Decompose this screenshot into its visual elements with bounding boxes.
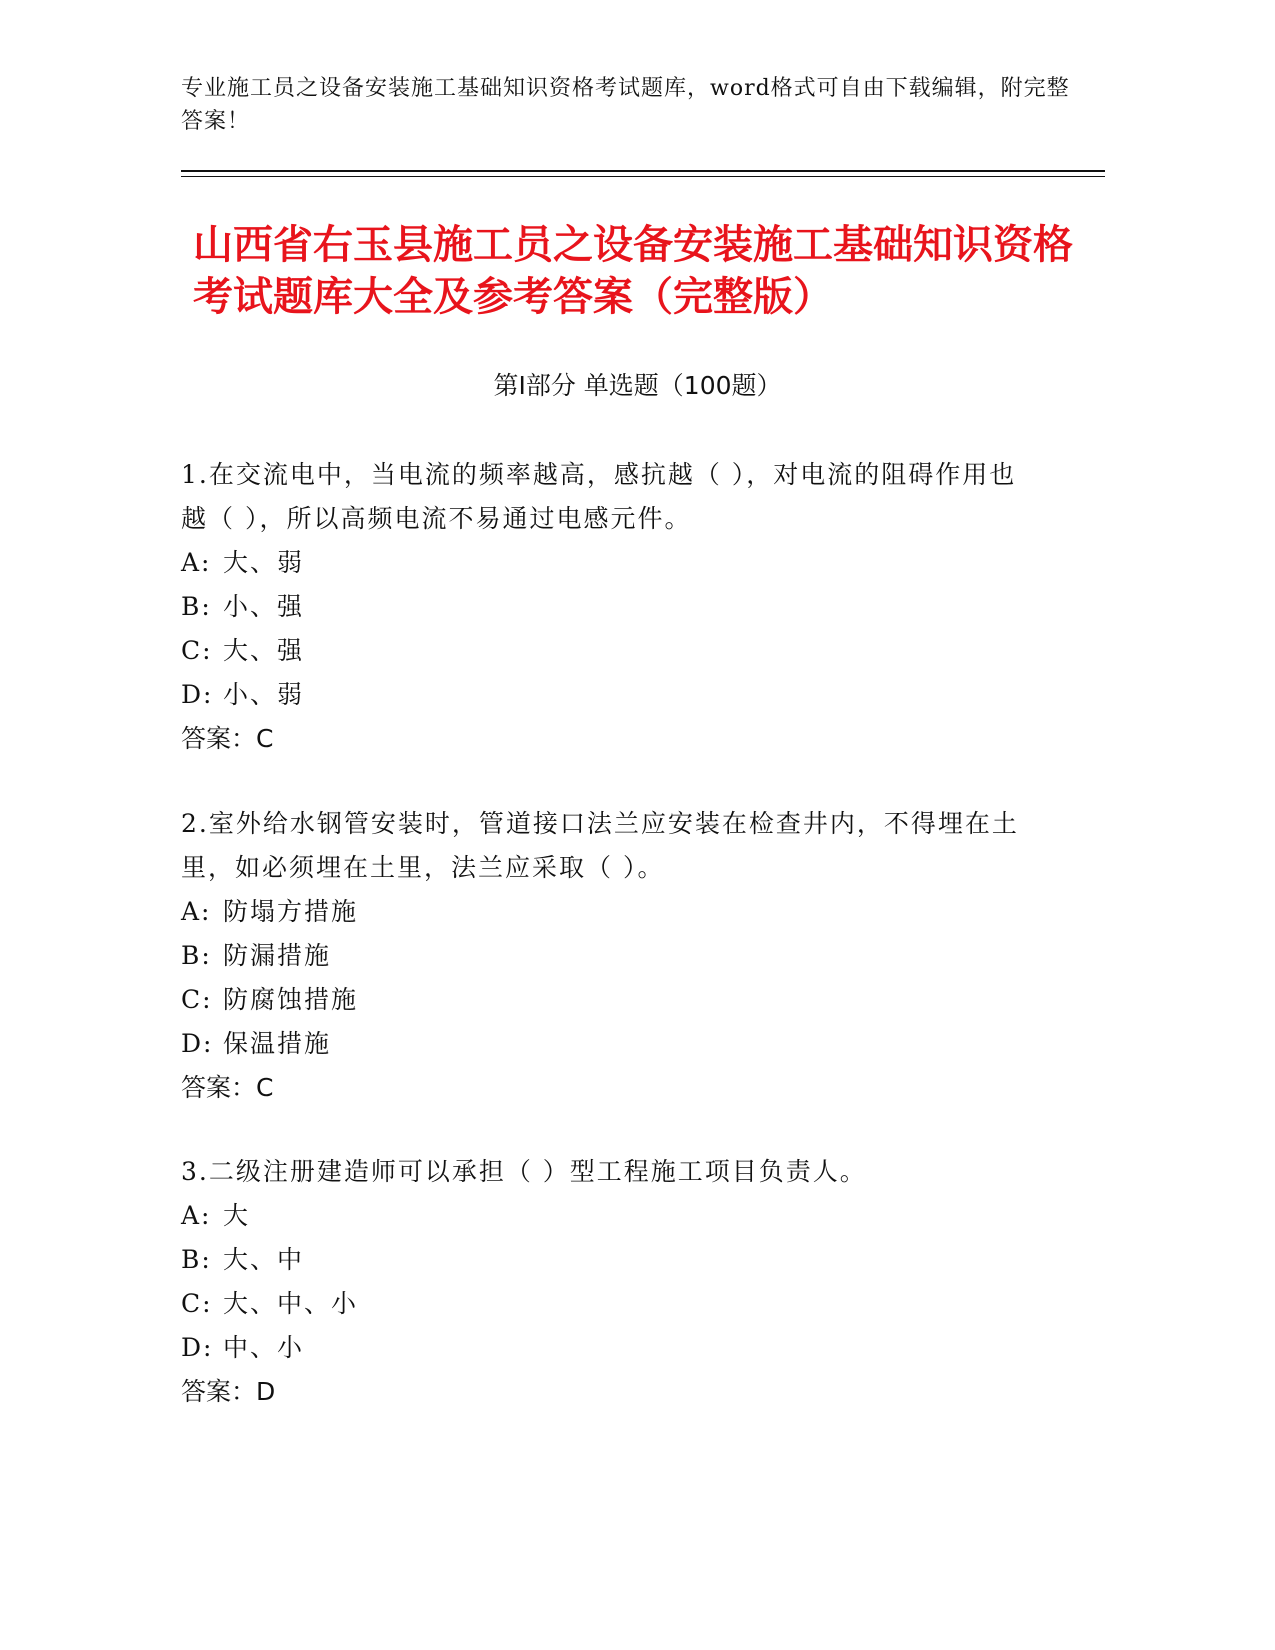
option-text: 小、弱 [223,680,305,709]
option-c [181,978,1041,1022]
option-text: 防腐蚀措施 [223,985,359,1014]
document-title: 山西省右玉县施工员之设备安装施工基础知识资格考试题库大全及参考答案（完整版） [193,222,1073,320]
option-text: 大 [223,1201,251,1230]
answer-line: 答案：C [181,1073,274,1102]
option-text: 大、中 [223,1245,305,1274]
option-key: A: [181,897,212,926]
option-key: D: [181,1029,214,1058]
option-key: D: [181,1333,214,1362]
option-a [181,541,1041,585]
option-c [181,629,1041,673]
option-key: B: [181,941,212,970]
option-c [181,1282,1041,1326]
option-text: 防漏措施 [223,941,332,970]
option-a [181,1194,1041,1238]
option-d [181,1326,1041,1370]
header-divider-thick [181,170,1105,172]
option-key: B: [181,592,212,621]
option-d [181,1022,1041,1066]
option-key: C: [181,636,213,665]
question-stem: 3.二级注册建造师可以承担（ ）型工程施工项目负责人。 [181,1157,867,1186]
option-b [181,1238,1041,1282]
answer-line: 答案：C [181,724,274,753]
option-key: A: [181,1201,212,1230]
option-key: A: [181,548,212,577]
option-text: 大、中、小 [223,1289,359,1318]
question-stem: 2.室外给水钢管安装时，管道接口法兰应安装在检查井内，不得埋在土里，如必须埋在土里，法兰应采取（ ）。 [181,809,1019,882]
option-key: C: [181,1289,213,1318]
section-title: 第Ⅰ部分 单选题（100题） [493,371,782,400]
option-text: 大、强 [223,636,305,665]
option-text: 大、弱 [223,548,305,577]
option-b [181,585,1041,629]
option-b [181,934,1041,978]
header-divider-thin [181,176,1105,177]
option-text: 保温措施 [223,1029,332,1058]
option-key: C: [181,985,213,1014]
question-stem: 1.在交流电中，当电流的频率越高，感抗越（ ），对电流的阻碍作用也越（ ），所以高频电流不易通过电感元件。 [181,460,1017,533]
question-3 [181,1150,1041,1414]
question-1 [181,453,1041,761]
question-2 [181,802,1041,1110]
option-text: 防塌方措施 [223,897,359,926]
header-intro-text: 专业施工员之设备安装施工基础知识资格考试题库，word格式可自由下载编辑，附完整答案！ [181,76,1070,134]
option-text: 小、强 [223,592,305,621]
option-a [181,890,1041,934]
answer-line: 答案：D [181,1377,276,1406]
option-d [181,673,1041,717]
option-text: 中、小 [223,1333,305,1362]
option-key: B: [181,1245,212,1274]
option-key: D: [181,680,214,709]
